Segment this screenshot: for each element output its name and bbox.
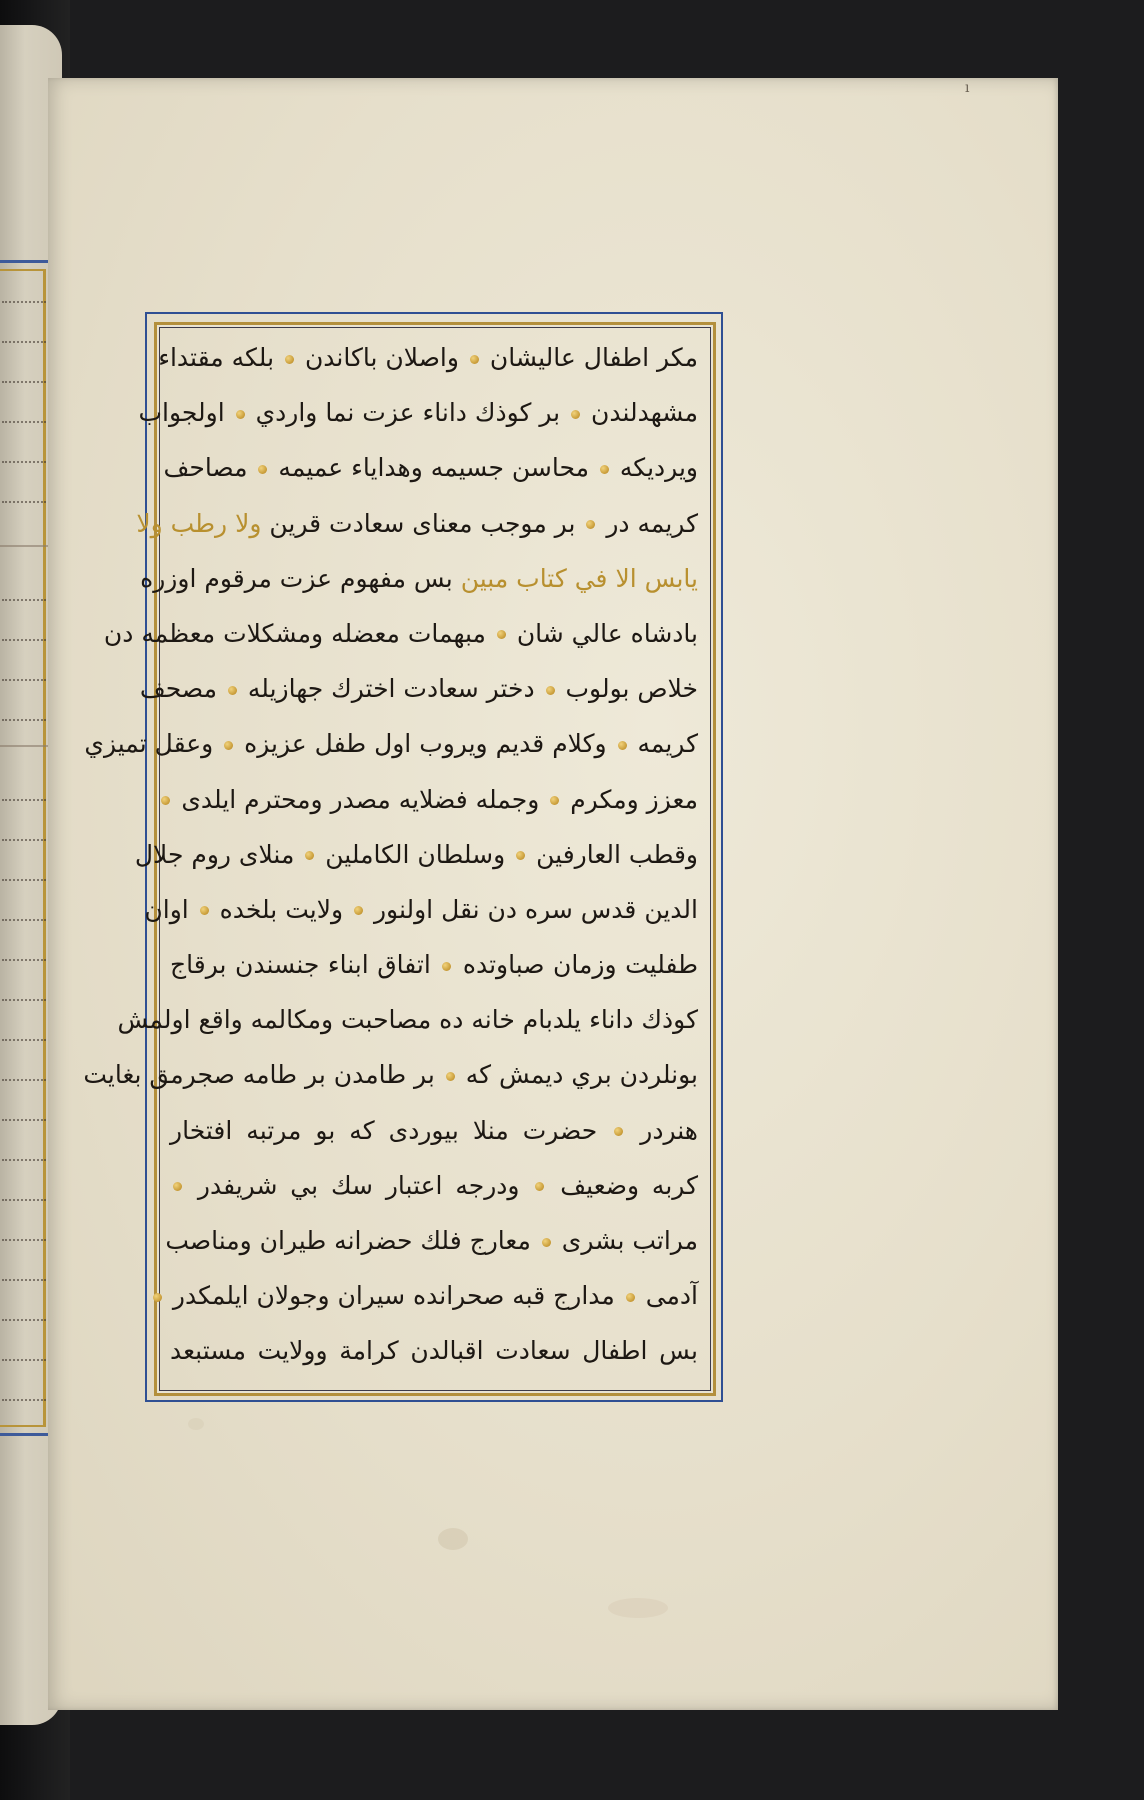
line-text: هنردر — [640, 1115, 698, 1145]
text-line — [134, 827, 698, 882]
line-text: اتفاق ابناء جنسندن برقاج — [170, 950, 431, 980]
gold-verse-marker — [228, 686, 237, 695]
gold-verse-marker — [571, 410, 580, 419]
line-text: وكلام قديم ويروب اول طفل عزيزه — [244, 729, 607, 759]
rubric-text: ولا رطب ولا — [136, 508, 262, 538]
gold-verse-marker — [600, 465, 609, 474]
line-text: ويرديكه — [619, 453, 698, 483]
line-text: حضرت منلا بيوردى كه بو مرتبه افتخار — [170, 1115, 598, 1145]
line-text: دختر سعادت اخترك جهازيله — [247, 674, 535, 704]
gold-verse-marker — [470, 355, 479, 364]
text-line — [170, 1103, 698, 1158]
line-text: محاسن جسيمه وهداياء عميمه — [278, 453, 589, 483]
line-text: طفليت وزمان صباوتده — [462, 950, 699, 980]
line-text: وعقل تميزي — [84, 729, 214, 759]
line-text: مبهمات معضله ومشكلات معظمه دن — [103, 618, 486, 648]
gold-verse-marker — [497, 630, 506, 639]
text-line — [117, 992, 698, 1047]
text-line — [170, 1323, 698, 1378]
line-text: معزز ومكرم — [570, 784, 698, 814]
rubric-text: يابس الا في كتاب مبين — [460, 563, 698, 593]
text-line — [140, 551, 698, 606]
paper-stain — [188, 1418, 204, 1430]
line-text: خلاص بولوب — [565, 674, 698, 704]
line-text: مدارج قبه صحرانده سيران وجولان ايلمكدر — [172, 1281, 615, 1311]
text-line — [139, 661, 698, 716]
gold-verse-marker — [546, 686, 555, 695]
line-text: معارج فلك حضرانه طيران ومناصب — [165, 1226, 531, 1255]
line-text: بر كوذك داناء عزت نما واردي — [255, 398, 561, 428]
gold-verse-marker — [285, 355, 294, 364]
text-line — [83, 1047, 698, 1102]
line-text: كريمه در — [606, 508, 698, 538]
gold-verse-marker — [586, 520, 595, 529]
text-line — [84, 716, 698, 771]
line-text: وجمله فضلايه مصدر ومحترم ايلدى — [181, 784, 540, 814]
text-line — [103, 606, 698, 661]
line-text: بس اطفال سعادت اقبالدن كرامة وولايت مستبعد — [170, 1336, 698, 1366]
gold-verse-marker — [354, 906, 363, 915]
paper-stain — [608, 1598, 668, 1618]
line-text: اولجواب — [138, 398, 225, 428]
gold-verse-marker — [305, 851, 314, 860]
text-line — [144, 882, 698, 937]
line-text: اوان — [144, 894, 189, 924]
line-text: كربه وضعيف — [560, 1170, 698, 1200]
line-text: مصحف — [139, 674, 217, 704]
text-block — [83, 330, 699, 1380]
line-text: مصاحف — [163, 453, 248, 483]
folio-mark: ı — [965, 80, 970, 96]
text-line — [170, 937, 698, 992]
line-text: كوذك داناء يلدبام خانه ده مصاحبت ومكالمه واقع اولمش — [117, 1005, 698, 1035]
line-text: وسلطان الكاملين — [325, 839, 506, 869]
gold-verse-marker — [550, 796, 559, 805]
line-text: الدين قدس سره دن نقل اولنور — [373, 894, 698, 924]
line-text: منلاى روم جلال — [134, 839, 295, 869]
line-text: بس مفهوم عزت مرقوم اوزره — [140, 563, 453, 593]
paper-stain — [438, 1528, 468, 1550]
gold-verse-marker — [258, 465, 267, 474]
gold-verse-marker — [161, 796, 170, 805]
line-text: مراتب بشرى — [561, 1226, 698, 1255]
gold-verse-marker — [614, 1127, 623, 1136]
gold-verse-marker — [446, 1072, 455, 1081]
gold-verse-marker — [626, 1293, 635, 1302]
line-text: ولايت بلخده — [219, 894, 344, 924]
line-text: ودرجه اعتبار سك بي شريفدر — [197, 1170, 520, 1200]
line-text: واصلان باكاندن — [304, 343, 459, 372]
facing-page-frame — [0, 260, 55, 1436]
gold-verse-marker — [516, 851, 525, 860]
line-text: بونلردن بري ديمش كه — [465, 1060, 698, 1090]
text-line — [170, 1268, 698, 1323]
gold-verse-marker — [442, 962, 451, 971]
gold-verse-marker — [535, 1182, 544, 1191]
gold-verse-marker — [173, 1182, 182, 1191]
text-line — [170, 772, 698, 827]
gold-verse-marker — [153, 1293, 162, 1302]
line-text: بادشاه عالي شان — [516, 618, 698, 648]
line-text: بر طامدن بر طامه صجرمق بغايت — [83, 1060, 435, 1090]
text-line — [136, 496, 698, 551]
gold-verse-marker — [224, 741, 233, 750]
text-line — [163, 440, 698, 495]
gold-verse-marker — [542, 1238, 551, 1247]
text-line — [138, 385, 698, 440]
gold-verse-marker — [200, 906, 209, 915]
line-text: بلكه مقتداء — [158, 343, 275, 372]
line-text: كريمه — [637, 729, 698, 759]
line-text: بر موجب معناى سعادت قرين — [269, 508, 576, 538]
line-text: مشهدلندن — [591, 398, 698, 428]
line-text: آدمى — [645, 1281, 698, 1311]
gold-verse-marker — [618, 741, 627, 750]
text-line — [165, 1213, 698, 1268]
line-text: وقطب العارفين — [536, 839, 698, 869]
gold-verse-marker — [236, 410, 245, 419]
text-line — [170, 1158, 698, 1213]
text-line — [158, 330, 698, 385]
line-text: مكر اطفال عاليشان — [489, 343, 698, 372]
